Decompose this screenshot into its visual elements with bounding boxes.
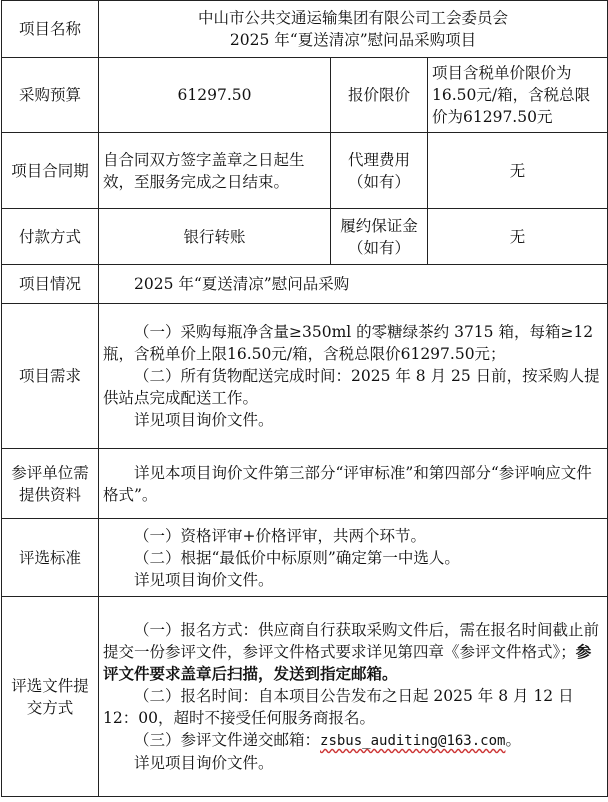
- procurement-table: [1, 0, 608, 797]
- row-materials: [2, 449, 608, 519]
- criteria-see-file: 详见项目询价文件。: [134, 570, 274, 589]
- row-project-name: [2, 1, 608, 58]
- value-deposit: 无: [428, 209, 608, 265]
- label-payment: 付款方式: [2, 209, 99, 265]
- label-materials: 参评单位需提供资料: [2, 449, 99, 519]
- row-payment: [2, 209, 608, 265]
- submission-email-prefix: （三）参评文件递交邮箱：: [134, 731, 321, 749]
- submission-method-bold: 参评文件要求盖章后扫描，发送到指定邮箱。: [103, 642, 592, 683]
- value-contract-period: 自合同双方签字盖章之日起生效，至服务完成之日结束。: [99, 133, 331, 209]
- value-submission: [99, 597, 608, 797]
- label-requirements: 项目需求: [2, 304, 99, 449]
- project-name-line1: 中山市公共交通运输集团有限公司工会委员会: [198, 9, 509, 27]
- criteria-item-1: （一）资格评审+价格评审，共两个环节。: [134, 526, 426, 545]
- row-project-situation: [2, 265, 608, 304]
- requirements-item-1: （一）采购每瓶净含量≥350ml 的零糖绿茶约 3715 箱，每箱≥12 瓶，含税单价上限16.50元/箱，含税总限价61297.50元；: [103, 323, 594, 363]
- value-project-situation: 2025 年“夏送清凉”慰问品采购: [99, 265, 608, 304]
- row-contract-period: [2, 133, 608, 209]
- row-requirements: [2, 304, 608, 449]
- row-budget: [2, 58, 608, 133]
- row-criteria: [2, 519, 608, 597]
- value-requirements: [99, 304, 608, 449]
- label-criteria: 评选标准: [2, 519, 99, 597]
- label-submission: 评选文件提交方式: [2, 597, 99, 797]
- label-project-name: 项目名称: [2, 1, 99, 58]
- submission-item-2: （二）报名时间：自本项目公告发布之日起 2025 年 8 月 12 日 12：00，超时不接受任何服务商报名。: [103, 687, 574, 727]
- value-budget: 61297.50: [99, 58, 331, 133]
- label-agency-fee: 代理费用（如有）: [331, 133, 428, 209]
- requirements-see-file: 详见项目询价文件。: [134, 411, 274, 429]
- value-materials: 详见本项目询价文件第三部分“评审标准”和第四部分“参评响应文件格式”。: [99, 449, 608, 519]
- submission-see-file: 详见项目询价文件。: [134, 754, 274, 772]
- requirements-item-2: （二）所有货物配送完成时间：2025 年 8 月 25 日前，按采购人提供站点完成配送工作。: [103, 367, 600, 407]
- value-agency-fee: 无: [428, 133, 608, 209]
- submission-method-text: （一）报名方式：供应商自行获取采购文件后，需在报名时间截止前提交一份参评文件，参评文件格式要求详见第四章《参评文件格式》；: [103, 621, 600, 661]
- criteria-item-2: （二）根据“最低价中标原则”确定第一中选人。: [134, 548, 460, 567]
- project-name-line2: 2025 年“夏送清凉”慰问品采购项目: [229, 31, 477, 49]
- label-contract-period: 项目合同期: [2, 133, 99, 209]
- submission-item-1: [103, 619, 603, 685]
- label-project-situation: 项目情况: [2, 265, 99, 304]
- label-price-limit: 报价限价: [331, 58, 428, 133]
- value-criteria: [99, 519, 608, 597]
- value-project-name: [99, 1, 608, 58]
- submission-item-3: [103, 729, 603, 752]
- value-price-limit: 项目含税单价限价为16.50元/箱，含税总限价为61297.50元: [428, 58, 608, 133]
- label-deposit: 履约保证金（如有）: [331, 209, 428, 265]
- row-submission: [2, 597, 608, 797]
- value-payment: 银行转账: [99, 209, 331, 265]
- submission-email-suffix: 。: [505, 731, 521, 749]
- label-budget: 采购预算: [2, 58, 99, 133]
- submission-email-link[interactable]: zsbus_auditing@163.com: [320, 733, 506, 749]
